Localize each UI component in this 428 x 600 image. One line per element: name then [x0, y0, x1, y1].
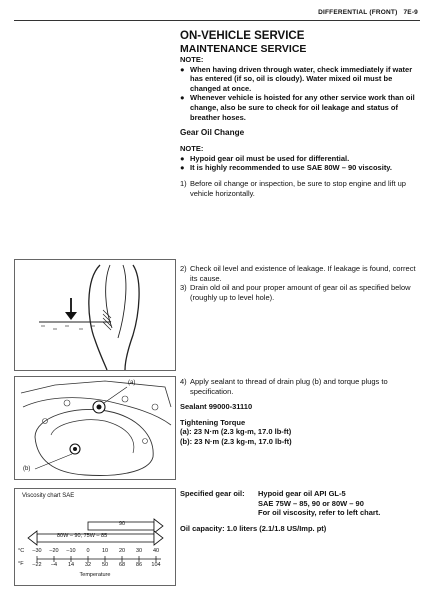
celsius-tick-label: –20: [49, 548, 59, 554]
step-item: [180, 283, 422, 302]
oil-capacity: Oil capacity: 1.0 liters (2.1/1.8 US/Imp. pt): [180, 523, 327, 533]
torque-title: Tightening Torque: [180, 417, 246, 427]
step-item: [180, 377, 422, 396]
page-header: [14, 6, 420, 21]
fahrenheit-unit: °F: [18, 561, 24, 567]
note-item-text: It is highly recommended to use SAE 80W – 90 viscosity.: [190, 163, 393, 173]
fahrenheit-tick-label: 32: [84, 562, 92, 568]
note-label: NOTE:: [180, 144, 204, 154]
bar-label-90: 90: [119, 521, 126, 527]
oil-level-figure: [14, 259, 176, 371]
step-text: Apply sealant to thread of drain plug (b) and torque plugs to specification.: [190, 377, 388, 396]
label-a: (a): [128, 380, 136, 386]
celsius-tick-label: 20: [118, 548, 126, 554]
torque-item: (b): 23 N·m (2.3 kg-m, 17.0 lb-ft): [180, 436, 292, 446]
maintenance-section: [180, 30, 422, 198]
celsius-tick-label: 40: [152, 548, 160, 554]
header-section-title: DIFFERENTIAL (FRONT): [318, 9, 398, 16]
note-label: NOTE:: [180, 55, 204, 64]
step-text: Before oil change or inspection, be sure to stop engine and lift up vehicle horizontally.: [190, 178, 406, 198]
fahrenheit-tick-label: 86: [135, 562, 143, 568]
spec-row: [180, 499, 422, 509]
fahrenheit-tick-label: 68: [118, 562, 126, 568]
step-item: [180, 179, 422, 198]
section-title: ON-VEHICLE SERVICE: [180, 30, 305, 42]
celsius-tick-label: –30: [32, 548, 42, 554]
bullet-icon: ●: [180, 153, 185, 163]
header-title: [318, 9, 418, 16]
section-subtitle: MAINTENANCE SERVICE: [180, 43, 307, 55]
celsius-tick-label: –10: [66, 548, 76, 554]
spec-line: For oil viscosity, refer to left chart.: [258, 508, 381, 518]
fahrenheit-tick-label: 14: [67, 562, 75, 568]
differential-housing-illustration: [15, 377, 175, 479]
note-item-text: When having driven through water, check immediately if water has entered (if so, oil is cloudy). Water mixed oil must be changed at once.: [190, 64, 413, 93]
oil-level-illustration: [15, 260, 175, 370]
step-text: Drain old oil and pour proper amount of gear oil as specified below (roughly up to level hole).: [190, 283, 411, 302]
torque-item: (a): 23 N·m (2.3 kg-m, 17.0 lb-ft): [180, 427, 292, 437]
celsius-tick-label: 30: [135, 548, 143, 554]
bar-label-80w90: 80W – 90, 75W – 85: [57, 533, 108, 539]
temperature-label: Temperature: [79, 572, 111, 578]
sealant-spec: Sealant 99000-31110: [180, 402, 253, 412]
gear-oil-change-title: Gear Oil Change: [180, 128, 245, 138]
viscosity-chart-title: Viscosity chart SAE: [22, 493, 75, 499]
note-item: [180, 65, 422, 94]
steps-2-3: [180, 264, 422, 302]
bullet-icon: ●: [180, 163, 185, 173]
step-number: 3): [180, 283, 187, 293]
step-number: 1): [180, 178, 187, 188]
fahrenheit-tick-label: 50: [101, 562, 109, 568]
step-number: 4): [180, 377, 187, 386]
celsius-tick-label: 0: [86, 548, 90, 554]
drain-plug-figure: [14, 376, 176, 480]
step-number: 2): [180, 264, 187, 273]
fahrenheit-tick-label: 104: [151, 562, 161, 568]
step-4-section: [180, 377, 422, 447]
spec-line: Hypoid gear oil API GL-5: [258, 489, 346, 498]
fahrenheit-tick-label: –22: [32, 562, 42, 568]
gear-oil-spec: [180, 489, 422, 533]
celsius-tick-label: 10: [101, 548, 109, 554]
bullet-icon: ●: [180, 93, 185, 103]
step-item: [180, 264, 422, 283]
spec-label: Specified gear oil:: [180, 489, 245, 498]
spec-row: [180, 508, 422, 518]
celsius-unit: °C: [18, 548, 25, 554]
note-item-text: Hypoid gear oil must be used for differential.: [190, 153, 350, 163]
page-number: 7E-9: [403, 9, 418, 16]
viscosity-chart-figure: [14, 488, 176, 586]
spec-line: SAE 75W – 85, 90 or 80W – 90: [258, 498, 364, 508]
viscosity-bar-90: [88, 519, 163, 533]
fahrenheit-tick-label: –4: [50, 562, 58, 568]
step-text: Check oil level and existence of leakage. If leakage is found, correct its cause.: [190, 264, 416, 283]
note-item: [180, 93, 422, 122]
bullet-icon: ●: [180, 64, 185, 74]
note-item: [180, 154, 422, 164]
note-item-text: Whenever vehicle is hoisted for any other service work than oil change, also be sure to check for oil leakage and status of breather hoses.: [190, 93, 415, 122]
spec-row: [180, 489, 422, 499]
label-b: (b): [23, 466, 31, 472]
note-item: [180, 163, 422, 173]
